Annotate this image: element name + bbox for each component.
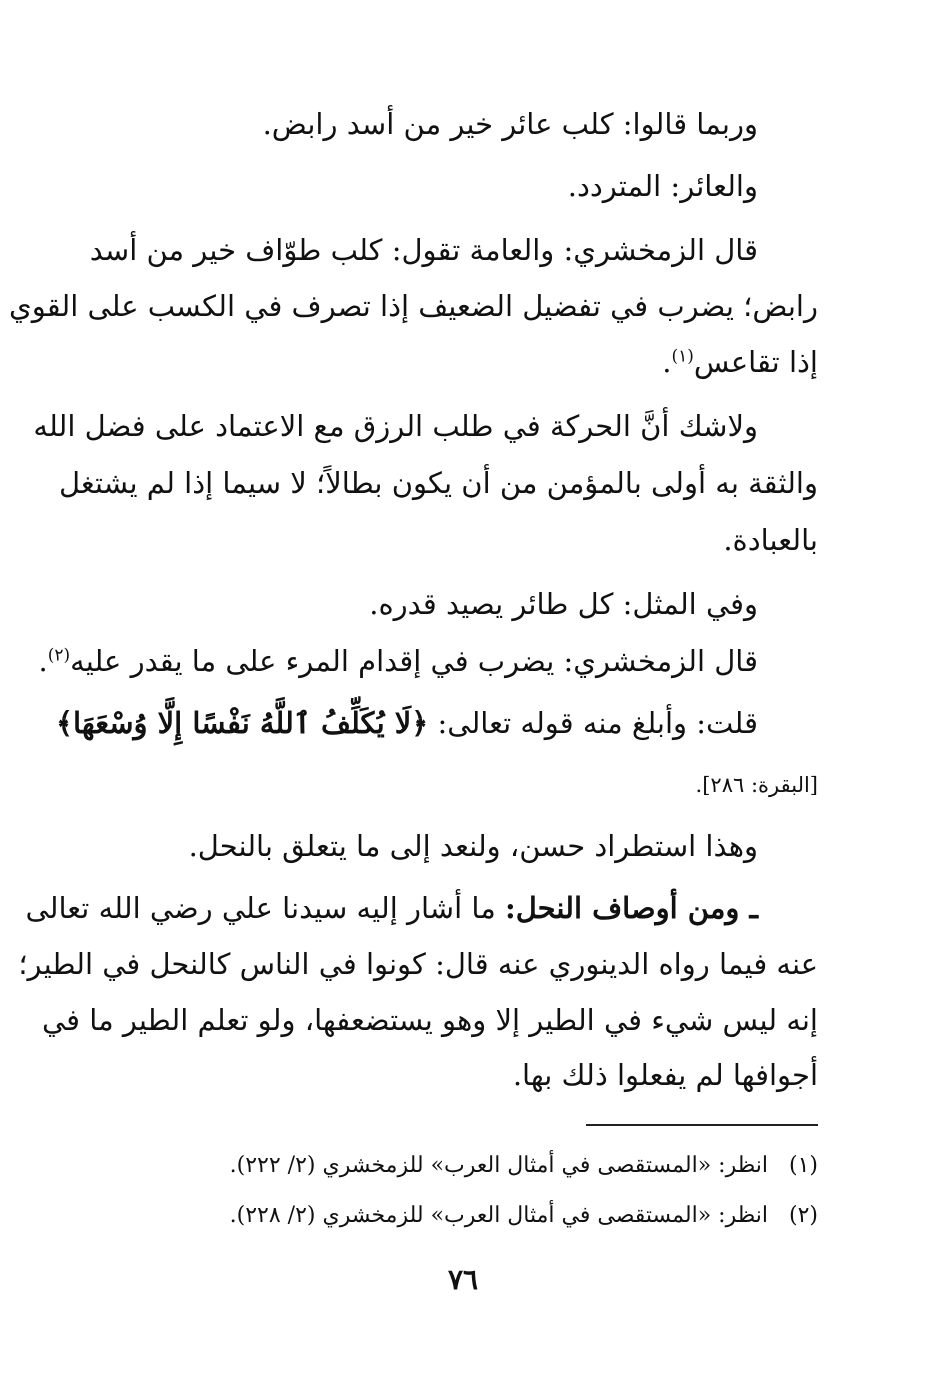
text-line-6: ولاشك أنَّ الحركة في طلب الرزق مع الاعتماد على فضل الله: [33, 409, 758, 443]
text-line-15: إنه ليس شيء في الطير إلا وهو يستضعفها، ولو تعلم الطير ما في: [42, 1003, 818, 1037]
page-number: ٧٦: [447, 1263, 479, 1296]
text-line-4: رابض؛ يضرب في تفضيل الضعيف إذا تصرف في الكسب على القوي: [9, 289, 818, 323]
text-line-13: [25, 888, 758, 928]
footnote-marker-1: (١): [671, 346, 694, 367]
text-line-5-main: إذا تقاعس: [693, 345, 818, 379]
text-line-10-end: .: [38, 644, 48, 678]
footnote-marker-2: (٢): [47, 645, 71, 666]
text-line-11: [56, 703, 758, 743]
footnote-1: [108, 1150, 818, 1182]
page-body: [9, 0, 818, 1375]
text-line-13-rest: ما أشار إليه سيدنا علي رضي الله تعالى: [25, 891, 496, 925]
text-line-3: قال الزمخشري: والعامة تقول: كلب طوّاف خير من أسد: [89, 233, 758, 267]
text-line-10: [38, 641, 758, 681]
text-line-5-end: .: [662, 345, 672, 379]
footnote-2-text: انظر: «المستقصى في أمثال العرب» للزمخشري (٢/ ٢٢٨).: [229, 1203, 768, 1228]
text-line-9: وفي المثل: كل طائر يصيد قدره.: [369, 587, 758, 621]
footnote-1-number: (١): [788, 1153, 818, 1178]
text-line-8: بالعبادة.: [723, 523, 818, 557]
footnote-1-text: انظر: «المستقصى في أمثال العرب» للزمخشري (٢/ ٢٢٢).: [229, 1153, 768, 1178]
footnote-2: [108, 1200, 818, 1232]
text-line-1: وربما قالوا: كلب عائر خير من أسد رابض.: [262, 107, 758, 141]
text-line-14: عنه فيما رواه الدينوري عنه قال: كونوا في الناس كالنحل في الطير؛: [18, 947, 818, 981]
text-line-10-main: قال الزمخشري: يضرب في إقدام المرء على ما يقدر عليه: [70, 644, 758, 678]
text-line-16: أجوافها لم يفعلوا ذلك بها.: [512, 1058, 818, 1092]
text-line-7: والثقة به أولى بالمؤمن من أن يكون بطالاً؛ لا سيما إذا لم يشتغل: [58, 466, 818, 500]
footnote-divider: [586, 1124, 818, 1126]
verse-reference: [البقرة: ٢٨٦].: [695, 773, 818, 797]
text-line-12: وهذا استطراد حسن، ولنعد إلى ما يتعلق بالنحل.: [188, 829, 758, 863]
section-lead: ـ ومن أوصاف النحل:: [504, 891, 758, 925]
footnote-2-number: (٢): [788, 1203, 818, 1228]
quran-verse: ﴿لَا يُكَلِّفُ ٱللَّهُ نَفْسًا إِلَّا وُسْعَهَا﴾: [56, 706, 429, 740]
text-line-5: [108, 342, 818, 382]
text-line-2: والعائر: المتردد.: [567, 169, 758, 203]
verse-intro: قلت: وأبلغ منه قوله تعالى:: [437, 706, 758, 740]
